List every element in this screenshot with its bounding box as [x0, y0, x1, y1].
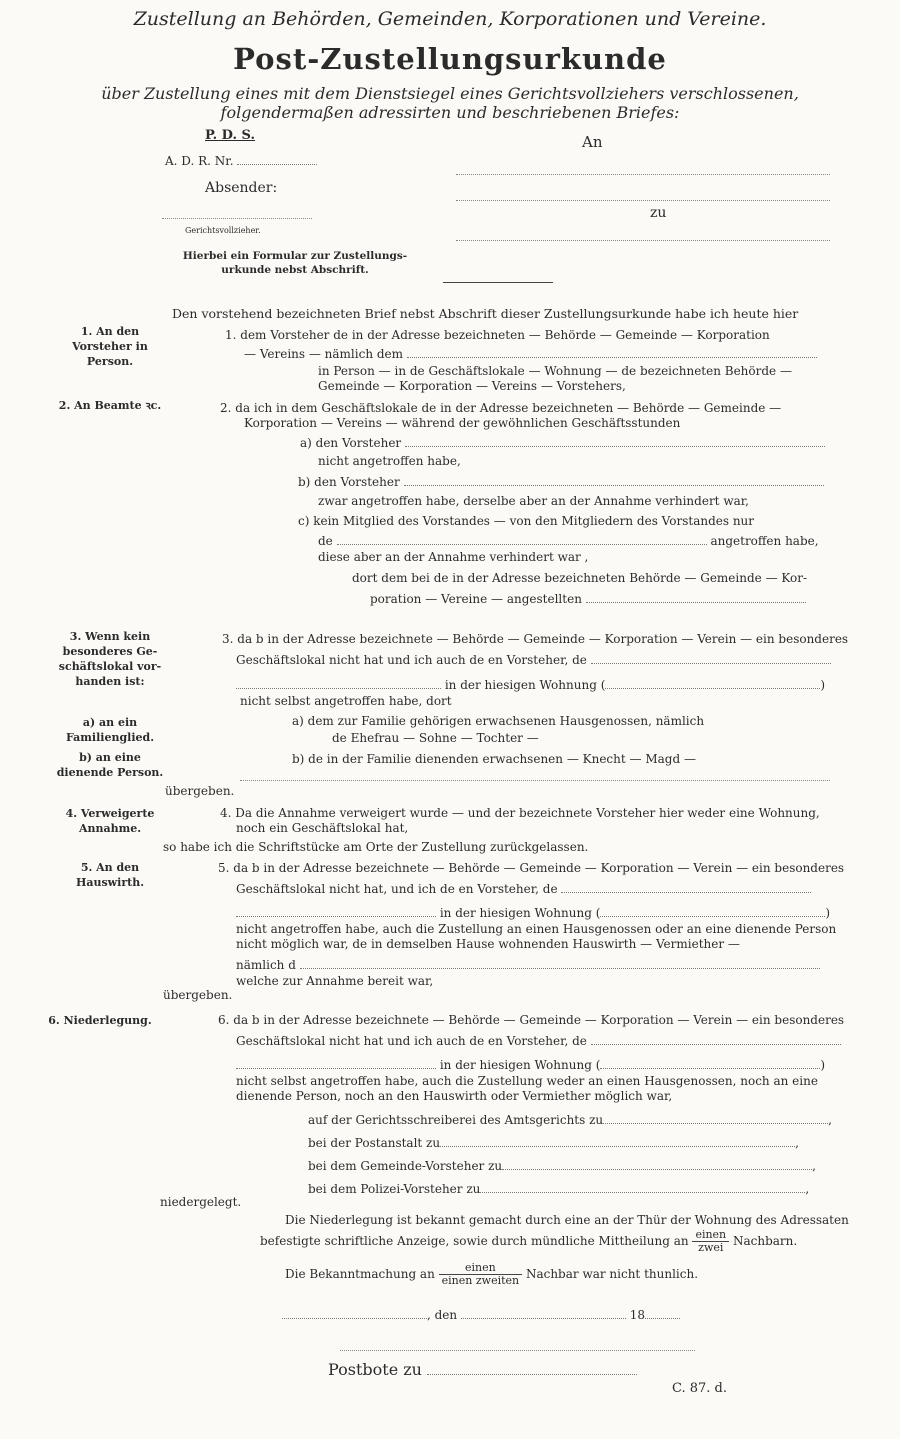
s5-line-5: nicht möglich war, de in demselben Hause wohnenden Hauswirth — Vermiether — [236, 937, 740, 951]
gv-label: Gerichtsvollzieher. [185, 226, 261, 235]
s5-address-field[interactable] [600, 906, 825, 917]
s3-line-4: nicht selbst angetroffen habe, dort [240, 694, 452, 708]
s6-fraction-1: $\frac{\text{einen}}{\text{zwei}}$ [692, 1229, 729, 1254]
s3-name-field[interactable] [591, 653, 831, 664]
s2-line-1: 2. da ich in dem Geschäftslokale de in der Adresse bezeichneten — Behörde — Gemeinde — [220, 401, 782, 415]
side-label-2: 2. An Beamte ꝛc. [58, 399, 162, 412]
adnr-label: A. D. R. Nr. [165, 154, 317, 168]
s6-line-1: 6. da b in der Adresse bezeichnete — Behörde — Gemeinde — Korporation — Verein — ein besonderes [218, 1013, 845, 1027]
s6-line-3: in der hiesigen Wohnung ( ) [236, 1058, 825, 1072]
s1-line-4: Gemeinde — Korporation — Vereins — Vorstehers, [318, 379, 626, 393]
subtitle-line-2: folgendermaßen adressirten und beschriebenen Briefes: [220, 103, 680, 122]
subtitle-line-1: über Zustellung eines mit dem Dienstsiegel eines Gerichtsvollziehers verschlossenen, [101, 84, 799, 103]
s6-option-2: bei der Postanstalt zu , [308, 1136, 799, 1150]
s2-b-line-2: zwar angetroffen habe, derselbe aber an der Annahme verhindert war, [318, 494, 749, 508]
s1-line-1: 1. dem Vorsteher de in der Adresse bezeichneten — Behörde — Gemeinde — Korporation [225, 328, 770, 342]
s2-c5-field[interactable] [586, 592, 806, 603]
s5-line-2: Geschäftslokal nicht hat, und ich de en Vorsteher, de [236, 882, 811, 896]
zu-label: zu [650, 205, 667, 221]
side-label-1: 1. An den Vorsteher in Person. [72, 325, 148, 368]
s5-name-field-2[interactable] [236, 906, 436, 917]
pds-label: P. D. S. [205, 128, 255, 143]
s6-niedergelegt: niedergelegt. [160, 1195, 242, 1209]
s6-option-1: auf der Gerichtsschreiberei des Amtsgerichts zu , [308, 1113, 832, 1127]
s2-a-field[interactable] [405, 436, 825, 447]
s6-fraction-2: $\frac{\text{einen}}{\text{einen zweiten}}$ [439, 1262, 522, 1287]
side-label-5: 5. An den Hauswirth. [75, 861, 145, 889]
hierbei-line-1: Hierbei ein Formular zur Zustellungs- [182, 250, 408, 262]
s1-line-3: in Person — in de Geschäftslokale — Wohnung — de bezeichneten Behörde — [318, 364, 792, 378]
s5-line-6: nämlich d [236, 958, 820, 972]
s2-c-field[interactable] [337, 534, 707, 545]
s6-notice-line-3: Die Bekanntmachung an $\frac{\text{einen}}{\text{einen zweiten}}$ Nachbar war nicht thunlich. [285, 1261, 699, 1287]
divider [443, 282, 553, 283]
s6-name-field[interactable] [591, 1034, 841, 1045]
date-line: , den 18 [282, 1308, 680, 1322]
s6-option-2-field[interactable] [440, 1136, 795, 1147]
s6-line-2: Geschäftslokal nicht hat und ich auch de en Vorsteher, de [236, 1034, 841, 1048]
side-label-4: 4. Verweigerte Annahme. [65, 807, 155, 835]
s3-name-field-2[interactable] [236, 678, 441, 689]
s6-address-field[interactable] [600, 1058, 820, 1069]
s5-hauswirth-field[interactable] [300, 958, 820, 969]
hierbei-line-2: urkunde nebst Abschrift. [221, 264, 369, 276]
year-field[interactable] [645, 1308, 680, 1319]
s2-a-line-2: nicht angetroffen habe, [318, 454, 461, 468]
an-label: An [582, 133, 603, 151]
s6-line-4: nicht selbst angetroffen habe, auch die Zustellung weder an einen Hausgenossen, noch an eine [236, 1074, 818, 1088]
s1-name-field[interactable] [407, 347, 817, 358]
s3-address-field[interactable] [605, 678, 820, 689]
s2-c-line-2: de angetroffen habe, [318, 534, 819, 548]
s2-c-line-1: c) kein Mitglied des Vorstandes — von den Mitgliedern des Vorstandes nur [298, 514, 755, 528]
recipient-city-line[interactable] [456, 240, 830, 241]
postbote-line: Postbote zu [328, 1360, 637, 1379]
s5-line-4: nicht angetroffen habe, auch die Zustellung an einen Hausgenossen oder an eine dienende Person [236, 922, 837, 936]
postbote-field[interactable] [427, 1364, 637, 1375]
s2-c-line-4: dort dem bei de in der Adresse bezeichneten Behörde — Gemeinde — Kor- [352, 571, 808, 585]
side-label-3a: a) an ein Familienglied. [65, 716, 155, 744]
s6-line-5: dienende Person, noch an den Hauswirth oder Vermiether möglich war, [236, 1089, 673, 1103]
side-label-3: 3. Wenn kein besonderes Ge- schäftslokal vor- handen ist: [58, 630, 162, 688]
s3-uebergeben: übergeben. [165, 784, 235, 798]
s6-option-4: bei dem Polizei-Vorsteher zu , [308, 1182, 810, 1196]
s3-a-line: a) dem zur Familie gehörigen erwachsenen Hausgenossen, nämlich [292, 714, 705, 728]
s6-name-field-2[interactable] [236, 1058, 436, 1069]
s2-a-line-1: a) den Vorsteher [300, 436, 825, 450]
recipient-line-1[interactable] [456, 174, 830, 175]
absender-label: Absender: [205, 180, 278, 196]
s2-c-line-3: diese aber an der Annahme verhindert war , [318, 550, 589, 564]
s6-option-4-field[interactable] [480, 1182, 805, 1193]
s5-line-1: 5. da b in der Adresse bezeichnete — Behörde — Gemeinde — Korporation — Verein — ein besonderes [218, 861, 845, 875]
s2-b-line-1: b) den Vorsteher [298, 475, 824, 489]
s3-recipient-line[interactable] [240, 780, 830, 781]
signature-line[interactable] [340, 1350, 695, 1351]
s6-notice-line-1: Die Niederlegung ist bekannt gemacht durch eine an der Thür der Wohnung des Adressaten [285, 1213, 849, 1227]
intro-text: Den vorstehend bezeichneten Brief nebst Abschrift dieser Zustellungsurkunde habe ich heute hier [172, 306, 799, 321]
s1-line-2: — Vereins — nämlich dem [244, 347, 817, 361]
s5-line-7: welche zur Annahme bereit war, [236, 974, 434, 988]
place-field[interactable] [282, 1308, 427, 1319]
top-line: Zustellung an Behörden, Gemeinden, Korporationen und Vereine. [133, 8, 767, 30]
document-title: Post-Zustellungsurkunde [233, 42, 667, 76]
s6-option-3: bei dem Gemeinde-Vorsteher zu , [308, 1159, 816, 1173]
s3-line-1: 3. da b in der Adresse bezeichnete — Behörde — Gemeinde — Korporation — Verein — ein besonderes [222, 632, 849, 646]
s3-a-line-2: de Ehefrau — Sohne — Tochter — [332, 731, 539, 745]
s5-uebergeben: übergeben. [163, 988, 233, 1002]
s5-line-3: in der hiesigen Wohnung ( ) [236, 906, 830, 920]
s3-line-2: Geschäftslokal nicht hat und ich auch de en Vorsteher, de [236, 653, 831, 667]
s3-line-3: in der hiesigen Wohnung ( ) [236, 678, 825, 692]
adnr-field[interactable] [237, 154, 317, 165]
s6-option-1-field[interactable] [603, 1113, 828, 1124]
s6-option-3-field[interactable] [502, 1159, 812, 1170]
s2-c-line-5: poration — Vereine — angestellten [370, 592, 806, 606]
s4-line-1: 4. Da die Annahme verweigert wurde — und der bezeichnete Vorsteher hier weder eine Wohnung, [220, 806, 820, 820]
side-label-3b: b) an eine dienende Person. [56, 751, 164, 779]
recipient-line-2[interactable] [456, 200, 830, 201]
s3-b-line: b) de in der Familie dienenden erwachsenen — Knecht — Magd — [292, 752, 696, 766]
s6-notice-line-2: befestigte schriftliche Anzeige, sowie durch mündliche Mittheilung an $\frac{\text{einen}}{\text{zwei}}$ Nachbarn. [260, 1228, 798, 1254]
s5-name-field[interactable] [561, 882, 811, 893]
date-field[interactable] [461, 1308, 626, 1319]
s4-line-2: noch ein Geschäftslokal hat, [236, 821, 409, 835]
s2-b-field[interactable] [404, 475, 824, 486]
side-label-6: 6. Niederlegung. [48, 1014, 152, 1027]
s2-line-2: Korporation — Vereins — während der gewöhnlichen Geschäftsstunden [244, 416, 681, 430]
form-code: C. 87. d. [672, 1381, 728, 1396]
absender-line[interactable] [162, 218, 312, 219]
s4-line-3: so habe ich die Schriftstücke am Orte der Zustellung zurückgelassen. [163, 840, 589, 854]
